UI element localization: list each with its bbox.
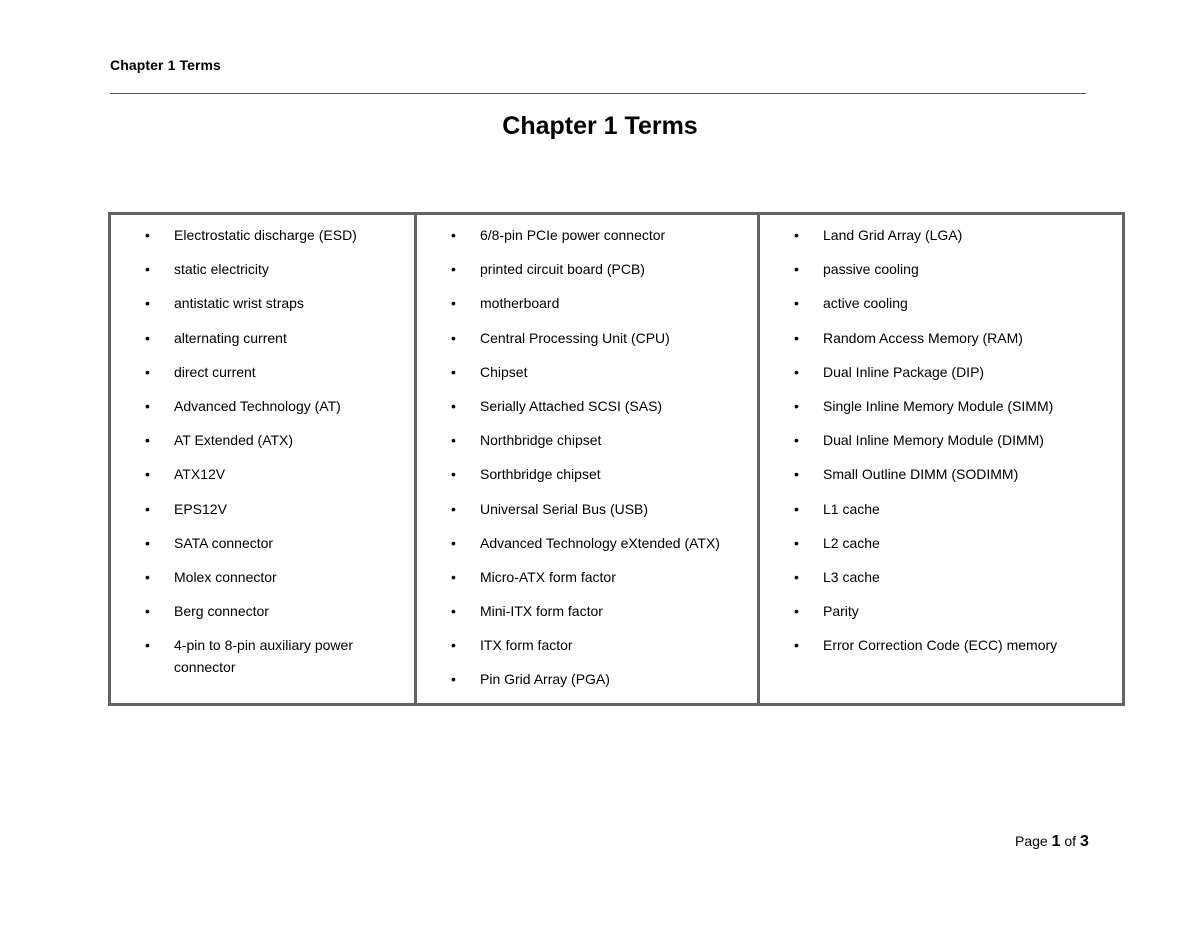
- term-list-item: [760, 429, 1122, 451]
- bullet-icon: •: [794, 432, 799, 449]
- term-list-item: [111, 258, 414, 280]
- term-list: [760, 215, 1122, 656]
- term-text: Land Grid Array (LGA): [823, 227, 963, 243]
- bullet-icon: •: [794, 466, 799, 483]
- term-list-item: [760, 395, 1122, 417]
- bullet-icon: •: [145, 363, 150, 380]
- total-pages: 3: [1079, 833, 1089, 850]
- bullet-icon: •: [451, 397, 456, 414]
- term-text: passive cooling: [823, 261, 919, 278]
- term-text: Small Outline DIMM (SODIMM): [823, 466, 1019, 483]
- term-text: L1 cache: [823, 500, 880, 517]
- term-text: Central Processing Unit (CPU): [480, 329, 670, 346]
- bullet-icon: •: [145, 432, 150, 449]
- term-text: Advanced Technology eXtended (ATX): [480, 534, 720, 551]
- term-list-item: [111, 566, 414, 588]
- term-text: static electricity: [174, 261, 269, 278]
- term-list-item: [417, 361, 757, 383]
- bullet-icon: •: [451, 466, 456, 483]
- term-list-item: [417, 566, 757, 588]
- term-list-item: [111, 600, 414, 622]
- bullet-icon: •: [451, 568, 456, 585]
- term-text: Chipset: [480, 363, 528, 380]
- of-label: of: [1064, 833, 1077, 849]
- terms-column-3: [759, 214, 1124, 705]
- bullet-icon: •: [451, 261, 456, 278]
- bullet-icon: •: [145, 466, 150, 483]
- bullet-icon: •: [145, 261, 150, 278]
- term-text: direct current: [174, 363, 256, 380]
- term-list-item: [760, 566, 1122, 588]
- term-list-item: [760, 361, 1122, 383]
- term-text: Dual Inline Package (DIP): [823, 363, 985, 380]
- term-text: AT Extended (ATX): [174, 432, 294, 449]
- bullet-icon: •: [451, 295, 456, 312]
- term-list-item: [417, 292, 757, 314]
- bullet-icon: •: [794, 363, 799, 380]
- term-text: Parity: [823, 603, 859, 620]
- term-text: printed circuit board (PCB): [480, 261, 645, 278]
- bullet-icon: •: [145, 295, 150, 312]
- running-header: Chapter 1 Terms: [110, 57, 221, 73]
- term-text: Error Correction Code (ECC) memory: [823, 637, 1058, 654]
- term-text: antistatic wrist straps: [174, 295, 304, 312]
- term-text: ATX12V: [174, 466, 226, 483]
- terms-column-2: [416, 214, 759, 705]
- bullet-icon: •: [145, 534, 150, 551]
- bullet-icon: •: [451, 603, 456, 620]
- bullet-icon: •: [145, 329, 150, 346]
- term-list-item: [417, 463, 757, 485]
- bullet-icon: •: [451, 329, 456, 346]
- term-text: Sorthbridge chipset: [480, 466, 601, 483]
- term-list-item: [417, 532, 757, 554]
- term-text: motherboard: [480, 295, 560, 312]
- term-list-item: [417, 498, 757, 520]
- header-divider: [110, 93, 1086, 94]
- bullet-icon: •: [451, 534, 456, 551]
- term-list-item: [417, 327, 757, 349]
- term-text: Universal Serial Bus (USB): [480, 500, 649, 517]
- term-list-item: [111, 463, 414, 485]
- term-text: Random Access Memory (RAM): [823, 329, 1023, 346]
- bullet-icon: •: [145, 397, 150, 414]
- bullet-icon: •: [145, 637, 150, 654]
- term-list-item: [760, 292, 1122, 314]
- bullet-icon: •: [451, 637, 456, 654]
- term-list-item: [417, 258, 757, 280]
- term-list-item: [417, 600, 757, 622]
- term-list-item: [417, 668, 757, 690]
- bullet-icon: •: [794, 534, 799, 551]
- term-text: Mini-ITX form factor: [480, 603, 603, 620]
- term-list-item: [417, 634, 757, 656]
- bullet-icon: •: [794, 227, 799, 243]
- term-list-item: [760, 634, 1122, 656]
- bullet-icon: •: [451, 432, 456, 449]
- term-text: Berg connector: [174, 603, 269, 620]
- term-list-item: [760, 258, 1122, 280]
- term-text: Northbridge chipset: [480, 432, 602, 449]
- term-text: Electrostatic discharge (ESD): [174, 227, 357, 243]
- term-list: [417, 215, 757, 690]
- term-text: Serially Attached SCSI (SAS): [480, 397, 663, 414]
- term-list-item: [111, 429, 414, 451]
- term-list-item: [760, 463, 1122, 485]
- term-text: L3 cache: [823, 568, 880, 585]
- bullet-icon: •: [794, 568, 799, 585]
- bullet-icon: •: [145, 500, 150, 517]
- term-text: Pin Grid Array (PGA): [480, 671, 610, 688]
- terms-table: [108, 212, 1125, 706]
- term-list-item: [760, 532, 1122, 554]
- bullet-icon: •: [794, 261, 799, 278]
- bullet-icon: •: [451, 671, 456, 688]
- term-list-item: [111, 634, 414, 678]
- bullet-icon: •: [451, 363, 456, 380]
- bullet-icon: •: [794, 637, 799, 654]
- term-list-item: [111, 224, 414, 246]
- bullet-icon: •: [145, 568, 150, 585]
- bullet-icon: •: [794, 329, 799, 346]
- term-text: Single Inline Memory Module (SIMM): [823, 397, 1054, 414]
- term-text: Dual Inline Memory Module (DIMM): [823, 432, 1044, 449]
- bullet-icon: •: [451, 227, 456, 243]
- term-list-item: [111, 327, 414, 349]
- terms-column-1: [110, 214, 416, 705]
- term-list-item: [111, 498, 414, 520]
- term-list: [111, 215, 414, 678]
- term-list-item: [417, 224, 757, 246]
- term-text: ITX form factor: [480, 637, 573, 654]
- page-number: [1015, 833, 1089, 851]
- term-list-item: [760, 224, 1122, 246]
- bullet-icon: •: [794, 295, 799, 312]
- bullet-icon: •: [145, 227, 150, 243]
- bullet-icon: •: [145, 603, 150, 620]
- bullet-icon: •: [794, 500, 799, 517]
- bullet-icon: •: [794, 603, 799, 620]
- term-list-item: [760, 327, 1122, 349]
- term-list-item: [417, 429, 757, 451]
- term-text: SATA connector: [174, 534, 274, 551]
- terms-table-row: [110, 214, 1124, 705]
- term-list-item: [111, 292, 414, 314]
- bullet-icon: •: [451, 500, 456, 517]
- term-text: Molex connector: [174, 568, 277, 585]
- term-list-item: [417, 395, 757, 417]
- term-text: L2 cache: [823, 534, 880, 551]
- term-list-item: [111, 395, 414, 417]
- term-text: 6/8-pin PCIe power connector: [480, 227, 666, 243]
- term-list-item: [111, 361, 414, 383]
- term-text: EPS12V: [174, 500, 227, 517]
- term-text: active cooling: [823, 295, 908, 312]
- term-list-item: [760, 600, 1122, 622]
- current-page: 1: [1051, 833, 1061, 850]
- term-list-item: [760, 498, 1122, 520]
- term-text: Advanced Technology (AT): [174, 397, 341, 414]
- page-label: Page: [1015, 833, 1048, 849]
- term-text: Micro-ATX form factor: [480, 568, 616, 585]
- bullet-icon: •: [794, 397, 799, 414]
- document-title: Chapter 1 Terms: [502, 112, 698, 140]
- term-text: 4-pin to 8-pin auxiliary power connector: [174, 637, 353, 676]
- term-list-item: [111, 532, 414, 554]
- term-text: alternating current: [174, 329, 287, 346]
